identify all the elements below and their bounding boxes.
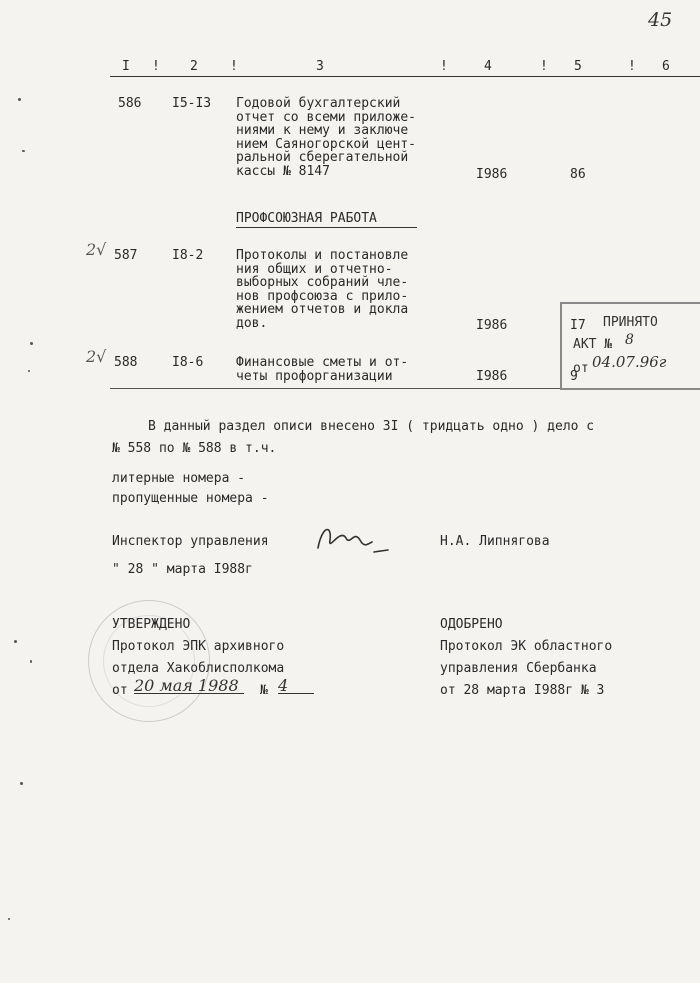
endorsed-line-2: управления Сбербанка: [440, 661, 597, 676]
header-separator: !: [440, 59, 448, 74]
header-col-6: 6: [662, 59, 670, 74]
desc-line: выборных собраний чле-: [236, 275, 409, 291]
case-sheet-count: 9: [570, 369, 578, 384]
scan-speck: [28, 370, 30, 372]
scan-speck: [20, 782, 23, 785]
case-number: 588: [114, 355, 138, 370]
case-description: [236, 356, 408, 383]
scan-speck: [30, 660, 32, 663]
summary-line-2: № 558 по № 588 в т.ч.: [112, 441, 277, 456]
header-separator: !: [230, 59, 238, 74]
desc-line: Годовой бухгалтерский: [236, 96, 401, 111]
stamp-act-label: АКТ №: [573, 337, 613, 352]
literal-numbers: литерные номера -: [112, 471, 246, 486]
approved-title: УТВЕРЖДЕНО: [112, 617, 191, 632]
endorsed-line-1: Протокол ЭК областного: [440, 639, 613, 654]
approved-date-prefix: от: [112, 683, 128, 698]
scan-speck: [18, 98, 21, 101]
case-index: I5-I3: [172, 96, 212, 111]
case-index: I8-2: [172, 248, 204, 263]
desc-line: четы профорганизации: [236, 368, 393, 384]
desc-line: нов профсоюза с прило-: [236, 288, 409, 304]
approved-date: 20 мая 1988: [134, 679, 244, 694]
header-separator: !: [628, 59, 636, 74]
stamp-title: ПРИНЯТО: [603, 315, 658, 330]
case-sheet-count: 86: [570, 167, 586, 182]
header-separator: !: [152, 59, 160, 74]
endorsed-title: ОДОБРЕНО: [440, 617, 503, 632]
desc-line: дов.: [236, 315, 268, 331]
scan-speck: [30, 342, 33, 345]
scan-speck: [8, 918, 10, 920]
desc-line: ниями к нему и заключе: [236, 123, 409, 139]
section-title: ПРОФСОЮЗНАЯ РАБОТА: [236, 212, 417, 228]
signature-date: " 28 " марта I988г: [112, 562, 253, 577]
signer-name: Н.А. Липнягова: [440, 534, 550, 549]
desc-line: отчет со всеми приложе-: [236, 109, 417, 125]
desc-line: ральной сберегательной: [236, 150, 409, 166]
scan-speck: [14, 640, 17, 643]
approved-line-1: Протокол ЭПК архивного: [112, 639, 285, 654]
approved-number: 4: [278, 679, 314, 694]
check-mark: 2√: [86, 347, 107, 366]
header-col-1: I: [122, 59, 130, 74]
case-sheet-count: I7: [570, 318, 586, 333]
case-index: I8-6: [172, 355, 204, 370]
stamp-date: 04.07.96г: [592, 353, 667, 371]
signer-position: Инспектор управления: [112, 534, 269, 549]
header-col-4: 4: [484, 59, 492, 74]
case-number: 587: [114, 248, 138, 263]
scan-speck: [22, 150, 25, 152]
desc-line: нием Саяногорской цент-: [236, 136, 417, 152]
case-description: [236, 249, 408, 331]
case-year: I986: [476, 369, 508, 384]
desc-line: ния общих и отчетно-: [236, 261, 393, 277]
stamp-date-label: от: [573, 361, 589, 376]
header-rule: [110, 76, 700, 77]
approved-no-prefix: №: [260, 683, 268, 698]
header-separator: !: [540, 59, 548, 74]
desc-line: Финансовые сметы и от-: [236, 355, 409, 370]
handwritten-signature: [310, 518, 390, 558]
case-description: [236, 97, 416, 179]
check-mark: 2√: [86, 240, 107, 259]
case-year: I986: [476, 167, 508, 182]
desc-line: Протоколы и постановле: [236, 248, 409, 263]
header-col-3: 3: [316, 59, 324, 74]
header-col-5: 5: [574, 59, 582, 74]
desc-line: кассы № 8147: [236, 163, 330, 179]
summary-line-1: В данный раздел описи внесено 3I ( тридцать одно ) дело с: [148, 419, 595, 434]
case-year: I986: [476, 318, 508, 333]
endorsed-line-3: от 28 марта I988г № 3: [440, 683, 605, 698]
header-col-2: 2: [190, 59, 198, 74]
page-number: 45: [648, 9, 673, 31]
stamp-act-number: 8: [625, 332, 634, 348]
desc-line: жением отчетов и докла: [236, 302, 409, 318]
skipped-numbers: пропущенные номера -: [112, 491, 269, 506]
approved-line-2: отдела Хакоблисполкома: [112, 661, 285, 676]
case-number: 586: [118, 96, 142, 111]
